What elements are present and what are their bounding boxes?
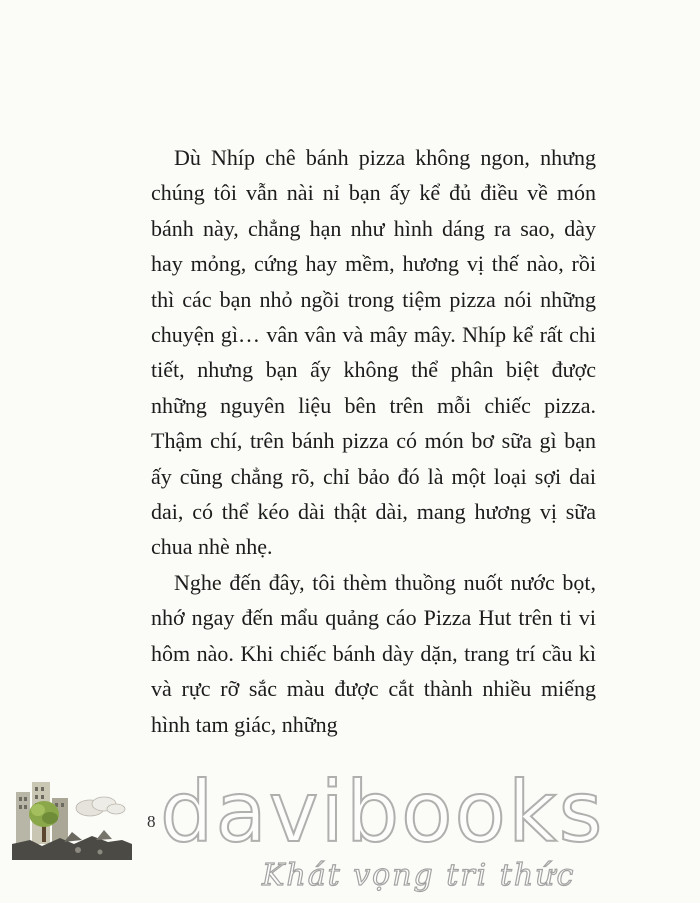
city-ruins-illustration: [12, 770, 132, 860]
paragraph-1: Dù Nhíp chê bánh pizza không ngon, nhưng chúng tôi vẫn nài nỉ bạn ấy kể đủ điều về món bánh này, chẳng hạn như hình dáng ra sao, dày hay mỏng, cứng hay mềm, hương vị thế nào, rồi thì các bạn nhỏ ngồi trong tiệm pizza nói những chuyện gì… vân vân và mây mây. Nhíp kể rất chi tiết, nhưng bạn ấy không thể phân biệt được những nguyên liệu bên trên mỗi chiếc pizza. Thậm chí, trên bánh pizza có món bơ sữa gì bạn ấy cũng chẳng rõ, chỉ bảo đó là một loại sợi dai dai, có thể kéo dài thật dài, mang hương vị sữa chua nhè nhẹ.: [151, 145, 596, 560]
paragraph-2: Nghe đến đây, tôi thèm thuồng nuốt nước bọt, nhớ ngay đến mẩu quảng cáo Pizza Hut trên ti vi hôm nào. Khi chiếc bánh dày dặn, trang trí cầu kì và rực rỡ sắc màu được cắt thành nhiều miếng hình tam giác, những: [151, 569, 596, 737]
page-number: 8: [147, 812, 156, 831]
watermark-tagline: Khát vọng tri thức: [262, 858, 576, 893]
watermark-logo: davibooks: [160, 763, 605, 861]
body-text: [151, 140, 596, 742]
